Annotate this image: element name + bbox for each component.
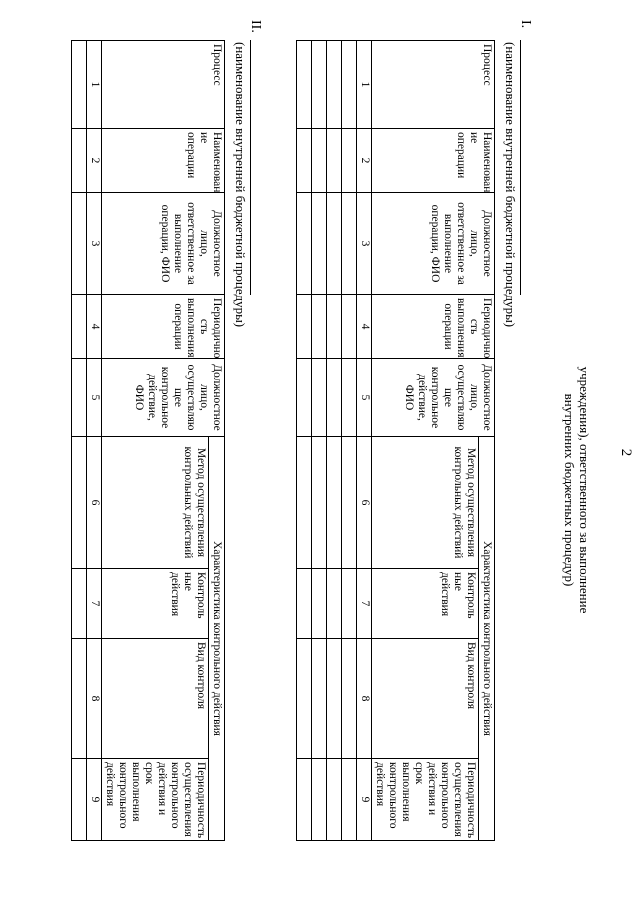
table-cell[interactable] xyxy=(342,569,357,639)
header-process: Процесс xyxy=(372,41,495,129)
table-cell[interactable] xyxy=(327,41,342,129)
header-control-person: Должностное лицо, осуществляю щее контрольное действие, ФИО xyxy=(102,359,225,437)
table-cell[interactable] xyxy=(312,129,327,193)
column-number: 2 xyxy=(357,129,372,193)
table-cell[interactable] xyxy=(297,359,312,437)
header-responsible-person: Должностное лицо, ответственное за выполнение операции, ФИО xyxy=(102,193,225,295)
table-cell[interactable] xyxy=(297,639,312,759)
table-cell[interactable] xyxy=(312,639,327,759)
table-cell[interactable] xyxy=(297,437,312,569)
table-cell[interactable] xyxy=(342,129,357,193)
column-number: 2 xyxy=(87,129,102,193)
procedure-table-1 xyxy=(296,40,495,841)
table-cell[interactable] xyxy=(312,193,327,295)
table-cell[interactable] xyxy=(327,437,342,569)
column-number: 6 xyxy=(357,437,372,569)
header-control-method: Метод осуществления контрольных действий xyxy=(372,437,479,569)
column-number: 5 xyxy=(87,359,102,437)
table-cell[interactable] xyxy=(72,129,87,193)
table-cell[interactable] xyxy=(312,41,327,129)
column-number: 7 xyxy=(87,569,102,639)
header-control-characteristics: Характеристика контрольного действия xyxy=(209,437,225,841)
table-row xyxy=(342,41,357,841)
column-number: 8 xyxy=(357,639,372,759)
table-cell[interactable] xyxy=(342,759,357,841)
section-1-name-line xyxy=(520,40,521,295)
header-operation-name: Наименован ие операции xyxy=(102,129,225,193)
header-control-actions: Контроль ные действия xyxy=(372,569,479,639)
header-operation-name: Наименован ие операции xyxy=(372,129,495,193)
column-number: 8 xyxy=(87,639,102,759)
table-cell[interactable] xyxy=(72,359,87,437)
column-number: 3 xyxy=(87,193,102,295)
column-number: 4 xyxy=(357,295,372,359)
procedure-table-2 xyxy=(71,40,225,841)
table-cell[interactable] xyxy=(72,295,87,359)
column-number: 1 xyxy=(357,41,372,129)
table-cell[interactable] xyxy=(72,639,87,759)
table-cell[interactable] xyxy=(342,295,357,359)
header-operation-periodicity: Периодично сть выполнения операции xyxy=(102,295,225,359)
table-cell[interactable] xyxy=(297,129,312,193)
table-row xyxy=(312,41,327,841)
table-cell[interactable] xyxy=(327,759,342,841)
table-header-row xyxy=(209,41,225,841)
header-control-characteristics: Характеристика контрольного действия xyxy=(479,437,495,841)
header-operation-periodicity: Периодично сть выполнения операции xyxy=(372,295,495,359)
table-cell[interactable] xyxy=(327,569,342,639)
table-cell[interactable] xyxy=(297,295,312,359)
header-control-periodicity: Периодичность осуществления контрольного действия и срок выполнения контрольного действия xyxy=(372,759,479,841)
column-number: 9 xyxy=(87,759,102,841)
column-number-row xyxy=(87,41,102,841)
table-cell[interactable] xyxy=(342,437,357,569)
column-number: 6 xyxy=(87,437,102,569)
column-number: 7 xyxy=(357,569,372,639)
table-cell[interactable] xyxy=(327,295,342,359)
table-cell[interactable] xyxy=(297,41,312,129)
page-number: 2 xyxy=(618,448,634,457)
table-cell[interactable] xyxy=(312,359,327,437)
table-cell[interactable] xyxy=(342,359,357,437)
column-number: 5 xyxy=(357,359,372,437)
column-number: 9 xyxy=(357,759,372,841)
header-line-2: внутренних бюджетных процедур) xyxy=(562,393,577,587)
header-control-actions: Контроль ные действия xyxy=(102,569,209,639)
header-control-method: Метод осуществления контрольных действий xyxy=(102,437,209,569)
header-responsible-person: Должностное лицо, ответственное за выполнение операции, ФИО xyxy=(372,193,495,295)
column-number: 3 xyxy=(357,193,372,295)
header-process: Процесс xyxy=(102,41,225,129)
header-text xyxy=(562,350,592,630)
column-number-row xyxy=(357,41,372,841)
table-cell[interactable] xyxy=(342,639,357,759)
table-cell[interactable] xyxy=(312,569,327,639)
table-cell[interactable] xyxy=(327,639,342,759)
table-cell[interactable] xyxy=(72,193,87,295)
header-control-person: Должностное лицо, осуществляю щее контрольное действие, ФИО xyxy=(372,359,495,437)
header-line-1: учреждения), ответственного за выполнение xyxy=(577,366,592,614)
column-number: 4 xyxy=(87,295,102,359)
table-cell[interactable] xyxy=(312,759,327,841)
table-row xyxy=(72,41,87,841)
table-cell[interactable] xyxy=(312,437,327,569)
table-cell[interactable] xyxy=(342,41,357,129)
table-cell[interactable] xyxy=(297,569,312,639)
table-cell[interactable] xyxy=(342,193,357,295)
header-control-type: Вид контроля xyxy=(102,639,209,759)
table-cell[interactable] xyxy=(327,359,342,437)
table-cell[interactable] xyxy=(327,193,342,295)
section-2-number: II. xyxy=(248,20,263,33)
table-row xyxy=(327,41,342,841)
table-cell[interactable] xyxy=(72,569,87,639)
table-cell[interactable] xyxy=(297,759,312,841)
table-cell[interactable] xyxy=(327,129,342,193)
section-2-caption: (наименование внутренней бюджетной процедуры) xyxy=(233,42,248,328)
section-2-name-line xyxy=(250,40,251,295)
table-cell[interactable] xyxy=(297,193,312,295)
table-header-row xyxy=(479,41,495,841)
table-row xyxy=(297,41,312,841)
section-1-caption: (наименование внутренней бюджетной процедуры) xyxy=(503,42,518,328)
table-cell[interactable] xyxy=(312,295,327,359)
table-cell[interactable] xyxy=(72,759,87,841)
header-control-type: Вид контроля xyxy=(372,639,479,759)
header-control-periodicity: Периодичность осуществления контрольного действия и срок выполнения контрольного действия xyxy=(102,759,209,841)
section-1-number: I. xyxy=(518,20,533,29)
table-cell[interactable] xyxy=(72,437,87,569)
table-cell[interactable] xyxy=(72,41,87,129)
column-number: 1 xyxy=(87,41,102,129)
